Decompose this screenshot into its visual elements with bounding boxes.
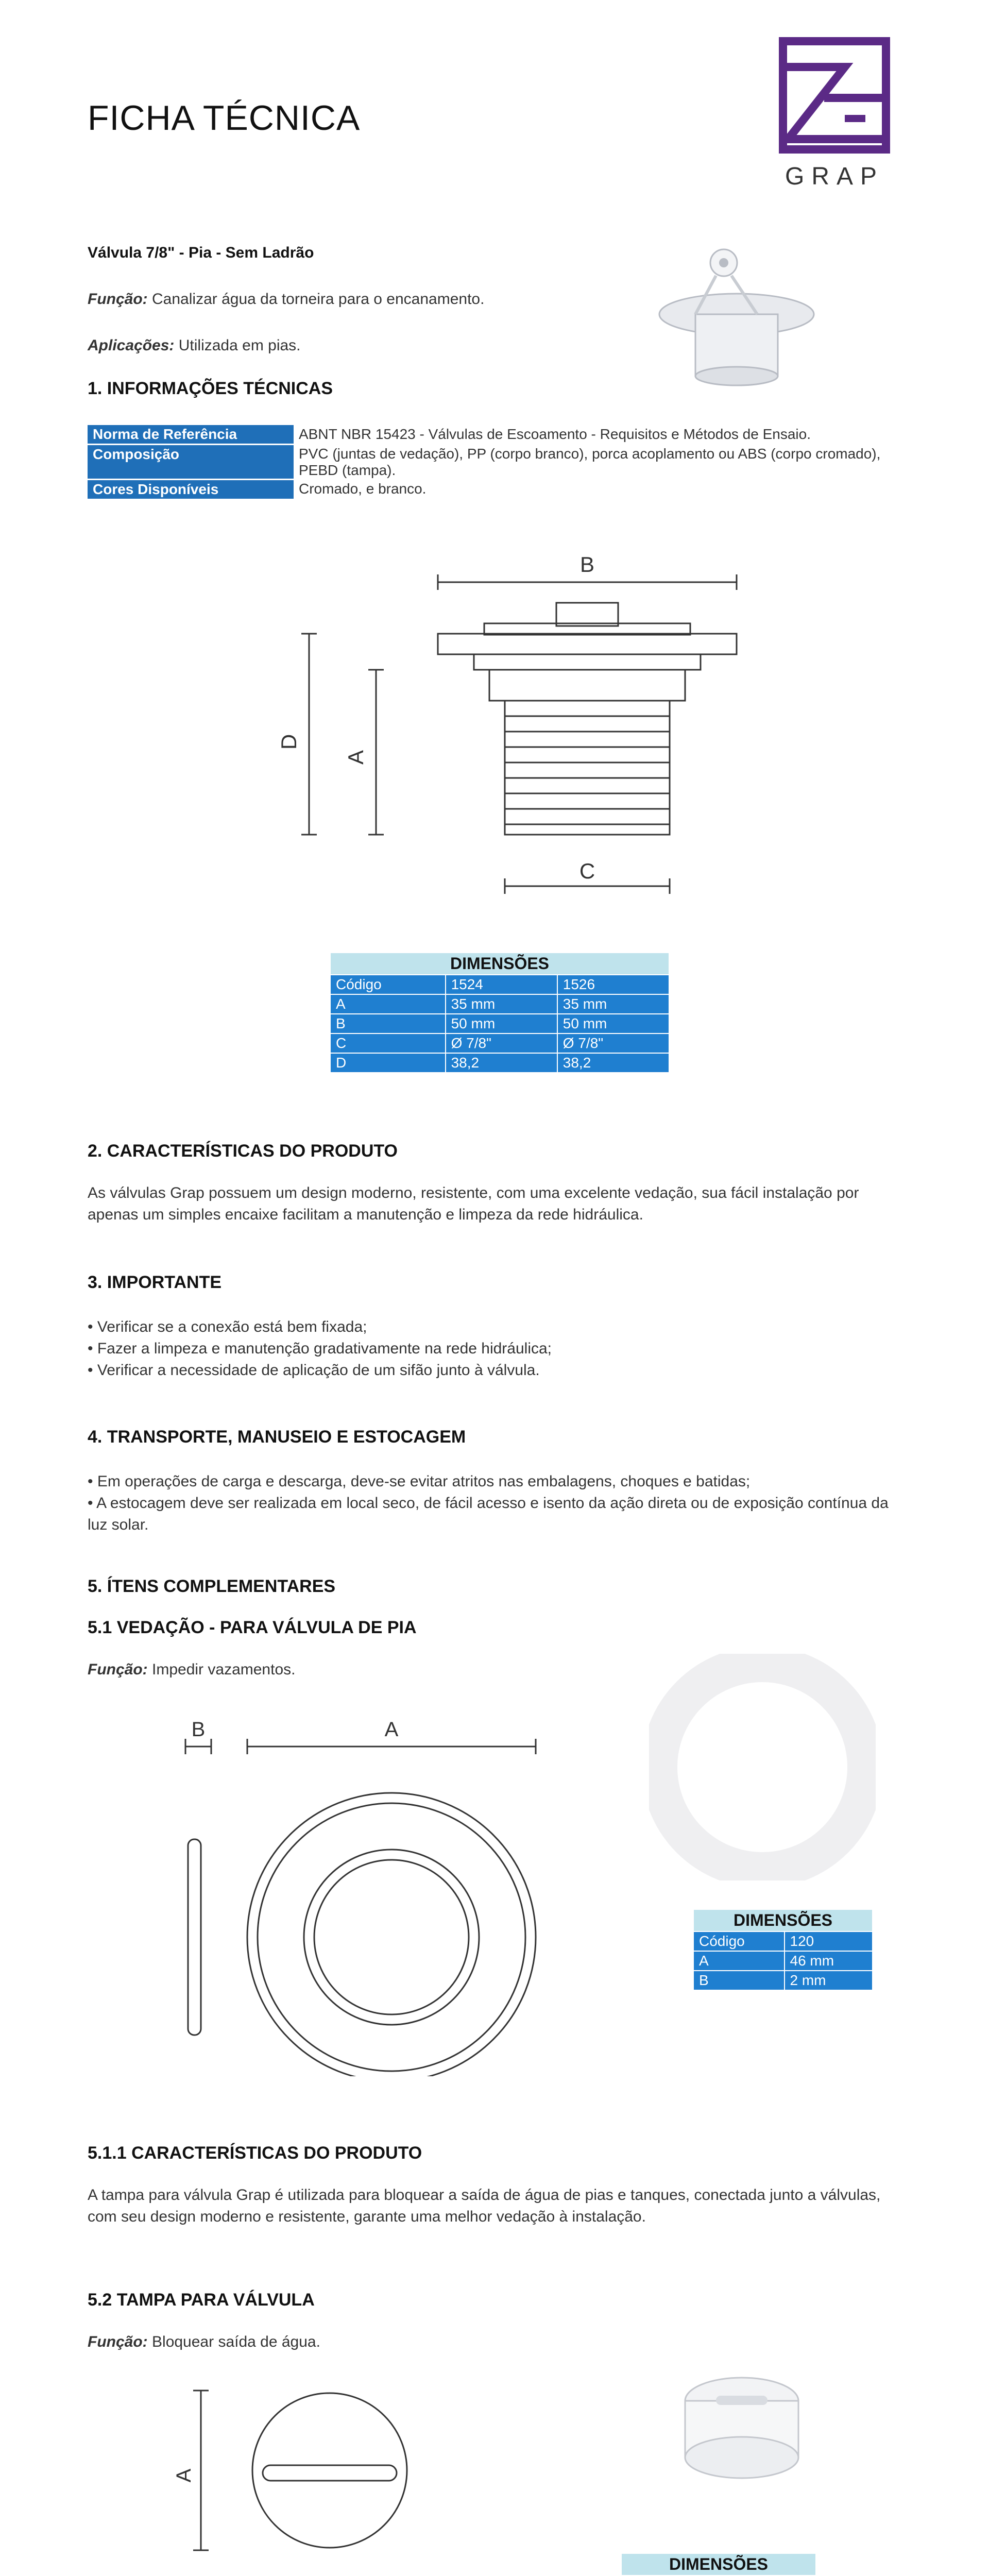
tech-info-table — [88, 425, 901, 500]
dim-cell: 38,2 — [446, 1053, 557, 1073]
seal-label-a: A — [384, 1718, 399, 1741]
cap-drawing-svg — [170, 2360, 531, 2576]
section-5-1-function — [88, 1659, 295, 1681]
function-label: Função: — [88, 291, 148, 308]
product-function — [88, 289, 484, 310]
cap-photo — [664, 2360, 819, 2499]
dim-cell: 1524 — [446, 975, 557, 994]
list-item: • A estocagem deve ser realizada em local seco, de fácil acesso e isento da ação direta ou de exposição contínua da luz solar. — [88, 1495, 889, 1533]
cap-photo-illustration — [664, 2360, 819, 2499]
dim-cell: A — [693, 1951, 785, 1971]
dimensions-title: DIMENSÕES — [330, 953, 669, 975]
dimensions-row — [330, 1053, 669, 1073]
dim-cell: 1526 — [557, 975, 669, 994]
dimensions-header-row — [693, 1931, 873, 1951]
dimensions-title: DIMENSÕES — [693, 1909, 873, 1931]
list-item: • Verificar a necessidade de aplicação de um sifão junto à válvula. — [88, 1362, 540, 1379]
dim-cell: B — [693, 1971, 785, 1990]
dim-cell: D — [330, 1053, 446, 1073]
seal-photo — [649, 1654, 876, 1880]
page-title: FICHA TÉCNICA — [88, 98, 361, 138]
section-3-title: 3. IMPORTANTE — [88, 1273, 222, 1292]
dimensions-row — [330, 994, 669, 1014]
valve-drawing — [268, 546, 773, 917]
section-5-title: 5. ÍTENS COMPLEMENTARES — [88, 1577, 336, 1596]
tech-info-key: Composição — [88, 445, 294, 480]
dimensions-title: DIMENSÕES — [621, 2553, 816, 2575]
dimensions-header-row — [330, 975, 669, 994]
drawing-label-d: D — [277, 734, 301, 750]
dim-cell: 46 mm — [785, 1951, 873, 1971]
cap-drawing — [170, 2360, 531, 2576]
drawing-label-a: A — [344, 750, 368, 765]
grap-logo — [768, 36, 901, 196]
dim-cell: 50 mm — [446, 1014, 557, 1033]
valve-photo — [639, 227, 834, 402]
dim-cell: 120 — [785, 1931, 873, 1951]
dimensions-row — [330, 1014, 669, 1033]
application-text: Utilizada em pias. — [178, 337, 301, 354]
section-2-text: As válvulas Grap possuem um design moderno, resistente, com uma excelente vedação, sua fácil instalação por apenas um simples encaixe facilitam a manutenção e limpeza da rede hidráulica. — [88, 1184, 859, 1223]
function-text: Bloquear saída de água. — [152, 2333, 320, 2350]
drawing-label-b: B — [579, 552, 595, 577]
dimensions-row — [330, 1033, 669, 1053]
valve-drawing-svg — [268, 546, 773, 917]
dimensions-row — [693, 1951, 873, 1971]
tech-info-row — [88, 445, 901, 480]
dimensions-table-seal — [693, 1909, 873, 1991]
dim-cell: Ø 7/8" — [446, 1033, 557, 1053]
section-5-1-1-text: A tampa para válvula Grap é utilizada para bloquear a saída de água de pias e tanques, conectada junto a válvulas, com seu design moderno e resistente, garante uma melhor vedação à instalação. — [88, 2187, 881, 2225]
dim-cell: Código — [330, 975, 446, 994]
section-5-1-1-title: 5.1.1 CARACTERÍSTICAS DO PRODUTO — [88, 2143, 422, 2163]
drawing-label-c: C — [579, 859, 595, 883]
section-5-1-title: 5.1 VEDAÇÃO - PARA VÁLVULA DE PIA — [88, 1618, 417, 1637]
tech-info-value: Cromado, e branco. — [299, 480, 427, 497]
dim-cell: A — [330, 994, 446, 1014]
section-4-list — [88, 1471, 901, 1536]
section-1-title: 1. INFORMAÇÕES TÉCNICAS — [88, 379, 333, 398]
tech-info-row — [88, 480, 901, 500]
product-application — [88, 335, 301, 357]
dim-cell: 35 mm — [446, 994, 557, 1014]
dim-cell: C — [330, 1033, 446, 1053]
section-5-2-title: 5.2 TAMPA PARA VÁLVULA — [88, 2290, 315, 2310]
dim-cell: 35 mm — [557, 994, 669, 1014]
dim-cell: 50 mm — [557, 1014, 669, 1033]
tech-info-value: PVC (juntas de vedação), PP (corpo branco), porca acoplamento ou ABS (corpo cromado), PEBD (tampa). — [299, 445, 881, 478]
list-item: • Verificar se a conexão está bem fixada; — [88, 1318, 367, 1335]
seal-photo-illustration — [649, 1654, 876, 1880]
dim-cell: 2 mm — [785, 1971, 873, 1990]
section-4-title: 4. TRANSPORTE, MANUSEIO E ESTOCAGEM — [88, 1427, 466, 1447]
tech-info-key: Norma de Referência — [88, 425, 294, 445]
dim-cell: Código — [693, 1931, 785, 1951]
function-label: Função: — [88, 1661, 148, 1678]
seal-drawing — [170, 1705, 582, 2076]
logo-text: GRAP — [785, 163, 884, 190]
dimensions-table-cap — [621, 2553, 816, 2576]
function-text: Canalizar água da torneira para o encanamento. — [152, 291, 485, 308]
dimensions-row — [693, 1971, 873, 1990]
tech-info-row — [88, 425, 901, 445]
dim-cell: Ø 7/8" — [557, 1033, 669, 1053]
product-name: Válvula 7/8" - Pia - Sem Ladrão — [88, 244, 314, 261]
dim-cell: 38,2 — [557, 1053, 669, 1073]
dimensions-table-1 — [330, 952, 670, 1073]
seal-drawing-svg — [170, 1705, 582, 2076]
list-item: • Em operações de carga e descarga, deve-se evitar atritos nas embalagens, choques e batidas; — [88, 1473, 751, 1490]
cap-label-a: A — [173, 2468, 195, 2483]
function-label: Função: — [88, 2333, 148, 2350]
section-3-list — [88, 1316, 901, 1381]
seal-label-b: B — [191, 1718, 206, 1741]
list-item: • Fazer a limpeza e manutenção gradativamente na rede hidráulica; — [88, 1340, 552, 1357]
application-label: Aplicações: — [88, 337, 175, 354]
function-text: Impedir vazamentos. — [152, 1661, 296, 1678]
tech-info-key: Cores Disponíveis — [88, 480, 294, 500]
section-2-title: 2. CARACTERÍSTICAS DO PRODUTO — [88, 1141, 398, 1161]
tech-info-value: ABNT NBR 15423 - Válvulas de Escoamento - Requisitos e Métodos de Ensaio. — [299, 426, 811, 442]
dim-cell: B — [330, 1014, 446, 1033]
valve-photo-illustration — [639, 227, 834, 402]
section-5-2-function — [88, 2331, 320, 2353]
